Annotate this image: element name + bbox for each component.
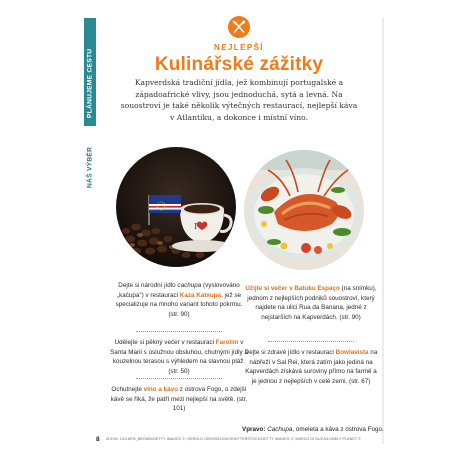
fork-knife-icon	[228, 16, 250, 38]
photo-caption: Vpravo: Cachupa, omeleta a káva z ostrova Fogo.	[242, 426, 384, 433]
tip-wine-coffee: Ochutnejte víno a kávu z ostrova Fogo, o zdejší kávě se říká, že patří mezi nejlepší na světě. (str. 101)	[110, 386, 248, 413]
grilled-lobster-photo	[244, 150, 364, 270]
highlight-bowlavista: Bowlavista	[335, 349, 369, 356]
intro-paragraph: Kapverdská tradiční jídla, jež kombinují portugalské a západoafrické vlivy, jsou jednoduchá, sytá a levná. Na souostroví je také několik výtečných restaurací, nejlepší káva v Atlantiku, a dokonce i místní víno.	[120, 78, 358, 122]
side-tab-subsection-label: NÁŠ VÝBĚR	[86, 146, 94, 188]
dotted-divider	[268, 341, 354, 342]
tip-farolim: Udělejte si pěkný večer v restauraci Farolim v Santa Marii s úslužnou obsluhou, chutnými jídly a kouzelnou terasou s výhledem na slavnou pláž. (str. 50)	[110, 339, 248, 375]
tip-batuku-espaco: Užijte si večer v Batuku Espaço (na snímku), jednom z nejlepších podniků souostroví, který najdete na ulici Rua da Banana, jedné z nejstarších na Kapverdách. (str. 90)	[245, 285, 377, 321]
page-edge-rule	[382, 18, 384, 444]
side-tab-section-label: PLÁNUJEME CESTU	[86, 48, 94, 118]
dotted-divider	[136, 331, 222, 332]
page-title: Kulinářské zážitky	[154, 54, 324, 75]
highlight-batuku-espaco: Užijte si večer v Batuku Espaço	[245, 285, 340, 292]
photo-credits: ZLEVA: GOLDEN_BROWN/GETTY IMAGES ©; GEROLD GROSSELIND/SHUTTERSTOCK/GETTY IMAGES ©; MARCO DI DUCA/LONELY PLANET ©	[106, 437, 361, 441]
svg-text:I: I	[194, 222, 198, 231]
highlight-farolim: Farolim	[215, 339, 239, 346]
section-kicker: NEJLEPŠÍ	[214, 43, 264, 52]
dotted-divider	[136, 378, 222, 379]
tip-bowlavista: Dejte si zdravé jídlo v restauraci Bowlavista na nábřeží v Sal Rei, která zatím jako jediná na Kapverdách získává suroviny přímo na farmě a je jednou z nejlepších v celé zemi. (str. 67)	[244, 349, 378, 385]
page-number: 8	[96, 436, 100, 443]
coffee-photo	[116, 147, 236, 267]
highlight-kaza-katxupa: Kaza Katxupa	[179, 291, 222, 299]
highlight-wine-coffee: víno a kávu	[143, 386, 178, 393]
tip-kaza-katxupa: Dejte si národní jídlo cachupa (vyslovováno „kačupa") v restauraci Kaza Katxupa, jež se specializuje na mnoho variant tohoto pokrmu. (str. 90)	[115, 282, 243, 318]
